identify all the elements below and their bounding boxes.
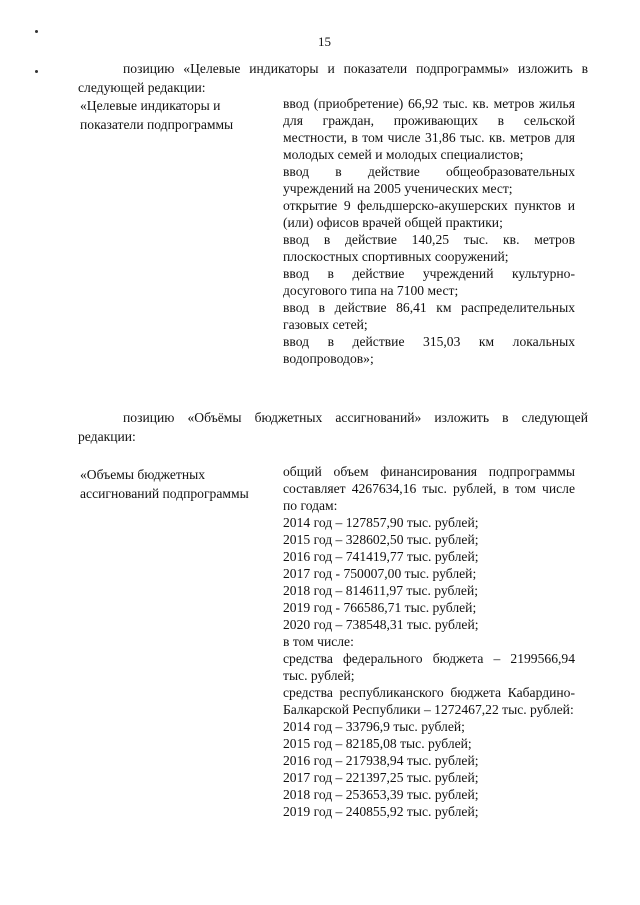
indicator-item: ввод в действие 315,03 км локальных водопроводов»; bbox=[283, 334, 575, 366]
intro-paragraph-2: позицию «Объёмы бюджетных ассигнований» изложить в следующей редакции: bbox=[78, 410, 588, 444]
scan-dot bbox=[35, 30, 38, 33]
year-line: 2015 год – 328602,50 тыс. рублей; bbox=[283, 532, 479, 547]
year-line: 2018 год – 253653,39 тыс. рублей; bbox=[283, 787, 479, 802]
indicator-item: ввод в действие 86,41 км распределительных газовых сетей; bbox=[283, 300, 575, 332]
budget-list bbox=[283, 463, 575, 820]
year-line: 2014 год – 127857,90 тыс. рублей; bbox=[283, 515, 479, 530]
year-line: 2016 год – 741419,77 тыс. рублей; bbox=[283, 549, 479, 564]
scan-dot bbox=[35, 70, 38, 73]
republic-budget: средства республиканского бюджета Кабардино-Балкарской Республики – 1272467,22 тыс. рублей: bbox=[283, 685, 575, 717]
indicator-item: ввод в действие общеобразовательных учреждений на 2005 ученических мест; bbox=[283, 164, 575, 196]
year-line: 2016 год – 217938,94 тыс. рублей; bbox=[283, 753, 479, 768]
intro-paragraph-1: позицию «Целевые индикаторы и показатели подпрограммы» изложить в следующей редакции: bbox=[78, 61, 588, 95]
indicator-item: открытие 9 фельдшерско-акушерских пунктов и (или) офисов врачей общей практики; bbox=[283, 198, 575, 230]
year-line: 2019 год - 766586,71 тыс. рублей; bbox=[283, 600, 477, 615]
page-number: 15 bbox=[318, 34, 331, 49]
year-line: 2018 год – 814611,97 тыс. рублей; bbox=[283, 583, 478, 598]
in-that-label: в том числе: bbox=[283, 634, 354, 649]
year-line: 2014 год – 33796,9 тыс. рублей; bbox=[283, 719, 465, 734]
indicator-item: ввод в действие 140,25 тыс. кв. метров плоскостных спортивных сооружений; bbox=[283, 232, 575, 264]
budget-total: общий объем финансирования подпрограммы составляет 4267634,16 тыс. рублей, в том числе по годам: bbox=[283, 464, 575, 513]
year-line: 2019 год – 240855,92 тыс. рублей; bbox=[283, 804, 479, 819]
federal-budget: средства федерального бюджета – 2199566,94 тыс. рублей; bbox=[283, 651, 575, 683]
indicator-item: ввод в действие учреждений культурно-досугового типа на 7100 мест; bbox=[283, 266, 575, 298]
year-line: 2017 год - 750007,00 тыс. рублей; bbox=[283, 566, 477, 581]
indicators-label: «Целевые индикаторы и показатели подпрограммы bbox=[80, 98, 234, 132]
year-line: 2020 год – 738548,31 тыс. рублей; bbox=[283, 617, 479, 632]
indicator-item: ввод (приобретение) 66,92 тыс. кв. метров жилья для граждан, проживающих в сельской местности, в том числе 31,86 тыс. кв. метров для молодых семей и молодых специалистов; bbox=[283, 96, 575, 162]
budget-label: «Объемы бюджетных ассигнований подпрограммы bbox=[80, 467, 249, 501]
year-line: 2015 год – 82185,08 тыс. рублей; bbox=[283, 736, 472, 751]
year-line: 2017 год – 221397,25 тыс. рублей; bbox=[283, 770, 479, 785]
indicators-list bbox=[283, 95, 575, 367]
